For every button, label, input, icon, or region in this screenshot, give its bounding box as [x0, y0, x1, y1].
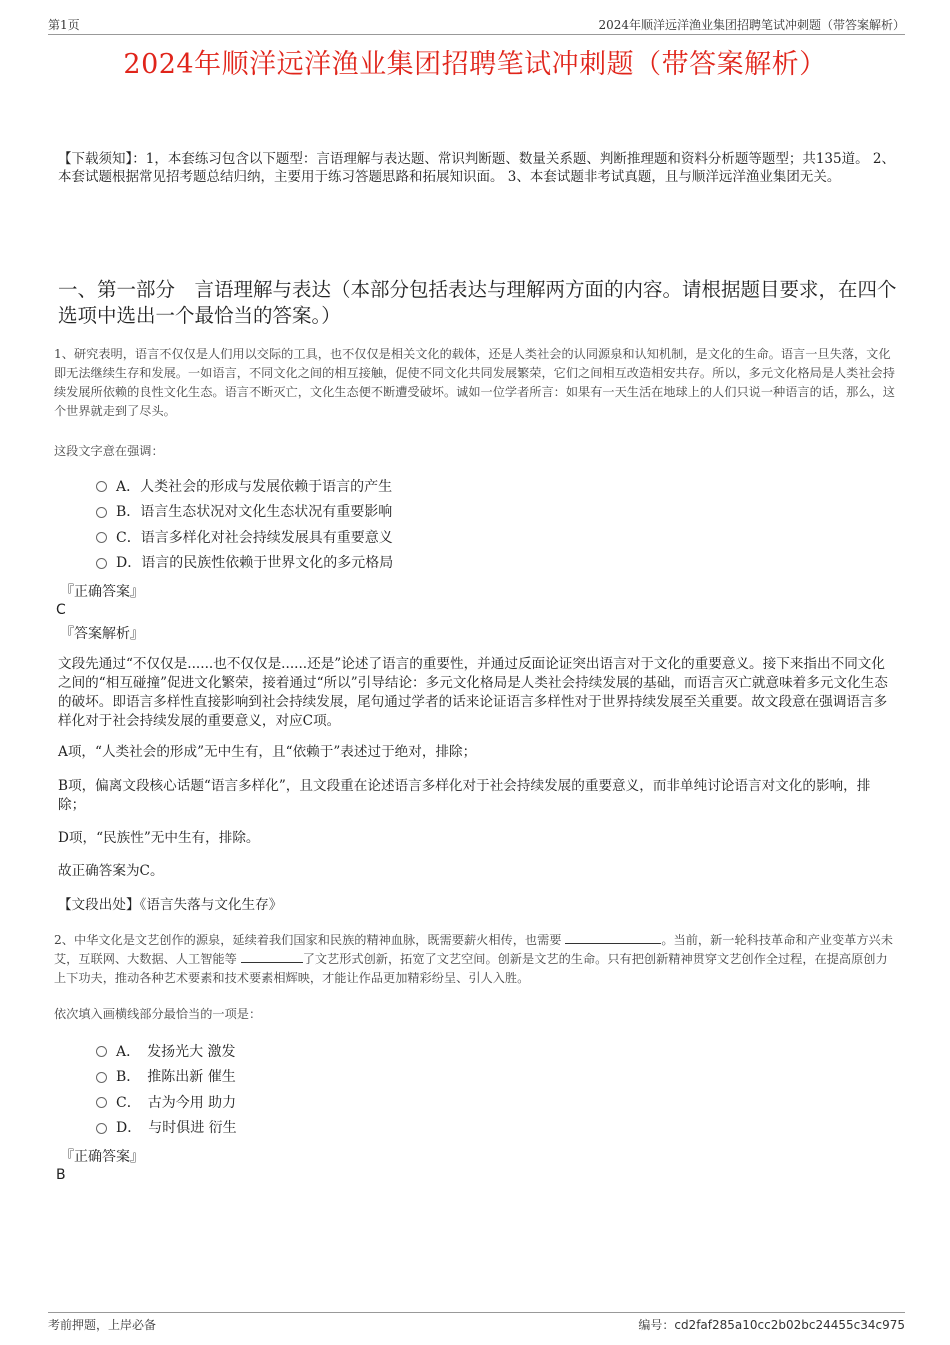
- question-2-text: 2、中华文化是文艺创作的源泉，延续着我们国家和民族的精神血脉，既需要薪火相传，也需要 。当前，新一轮科技革命和产业变革方兴未艾，互联网、大数据、人工智能等 了文艺形式创新，拓宽了文艺空间。创新是文艺的生命。只有把创新精神贯穿文艺创作全过程，在提高原创力上下功夫，推动各种艺术要素和技术要素相辉映，才能让作品更加精彩纷呈、引人入胜。: [54, 933, 893, 985]
- analysis-a: A项，“人类社会的形成”无中生有，且“依赖于”表述过于绝对，排除；: [58, 744, 477, 760]
- option-a[interactable]: A． 发扬光大 激发: [96, 1038, 237, 1064]
- option-b[interactable]: B． 推陈出新 催生: [96, 1064, 237, 1090]
- radio-icon[interactable]: [96, 507, 107, 518]
- download-notice: 【下载须知】：1，本套练习包含以下题型：言语理解与表达题、常识判断题、数量关系题、判断推理题和资料分析题等题型；共135道。 2、本套试题根据常见招考题总结归纳，主要用于练习答题思路和拓展知识面。 3、本套试题非考试真题，且与顺洋远洋渔业集团无关。: [58, 151, 895, 185]
- radio-icon[interactable]: [96, 481, 107, 492]
- answer-value: B: [56, 1167, 66, 1183]
- analysis-label: 『答案解析』: [60, 626, 144, 642]
- answer-label: 『正确答案』: [60, 1149, 144, 1165]
- page-footer: [48, 1312, 905, 1332]
- question-1-options: [96, 473, 393, 575]
- option-c[interactable]: C．语言多样化对社会持续发展具有重要意义: [96, 524, 393, 550]
- radio-icon[interactable]: [96, 1046, 107, 1057]
- answer-value: C: [56, 602, 66, 618]
- radio-icon[interactable]: [96, 1097, 107, 1108]
- radio-icon[interactable]: [96, 1123, 107, 1134]
- question-1-prompt: 这段文字意在强调：: [54, 444, 164, 458]
- option-c[interactable]: C． 古为今用 助力: [96, 1089, 237, 1115]
- question-2-prompt: 依次填入画横线部分最恰当的一项是：: [54, 1007, 262, 1021]
- radio-icon[interactable]: [96, 558, 107, 569]
- option-d[interactable]: D．语言的民族性依赖于世界文化的多元格局: [96, 550, 393, 576]
- question-1-text: 1、研究表明，语言不仅仅是人们用以交际的工具，也不仅仅是相关文化的载体，还是人类社会的认同源泉和认知机制，是文化的生命。语言一旦失落，文化即无法继续生存和发展。一如语言，不同文化之间的相互接触，促使不同文化共同发展繁荣，它们之间相互改造相安共存。所以，多元文化格局是人类社会持续发展所依赖的良性文化生态。语言不断灭亡，文化生态便不断遭受破坏。诚如一位学者所言：如果有一天生活在地球上的人们只说一种语言的话，那么，这个世界就走到了尽头。: [54, 347, 895, 418]
- analysis-conclusion: 故正确答案为C。: [58, 863, 164, 879]
- radio-icon[interactable]: [96, 532, 107, 543]
- analysis-d: D项，“民族性”无中生有，排除。: [58, 830, 260, 846]
- footer-code: 编号：cd2faf285a10cc2b02bc24455c34c975: [638, 1318, 905, 1332]
- document-title: 2024年顺洋远洋渔业集团招聘笔试冲刺题（带答案解析）: [123, 49, 827, 80]
- analysis-paragraph: 文段先通过“不仅仅是......也不仅仅是......还是”论述了语言的重要性，并通过反面论证突出语言对于文化的重要意义。接下来指出不同文化之间的“相互碰撞”促进文化繁荣，接着通过“所以”引导结论：多元文化格局是人类社会持续发展的基础，而语言灭亡就意味着多元文化生态的破坏。即语言多样性直接影响到社会持续发展，尾句通过学者的话来论证语言多样性对于世界持续发展至关重要。故文段意在强调语言多样化对于社会持续发展的重要意义，对应C项。: [58, 656, 888, 729]
- option-b[interactable]: B．语言生态状况对文化生态状况有重要影响: [96, 499, 393, 525]
- page-number: 第1页: [48, 18, 80, 32]
- option-a[interactable]: A．人类社会的形成与发展依赖于语言的产生: [96, 473, 393, 499]
- footer-slogan: 考前押题，上岸必备: [48, 1318, 157, 1332]
- answer-label: 『正确答案』: [60, 584, 144, 600]
- fill-blank[interactable]: [565, 931, 661, 944]
- section-title: 一、第一部分 言语理解与表达（本部分包括表达与理解两方面的内容。请根据题目要求，在四个选项中选出一个最恰当的答案。）: [58, 278, 897, 327]
- question-2-options: [96, 1038, 237, 1140]
- source-citation: 【文段出处】《语言失落与文化生存》: [58, 897, 283, 913]
- radio-icon[interactable]: [96, 1072, 107, 1083]
- page-header: [48, 14, 905, 35]
- option-d[interactable]: D． 与时俱进 衍生: [96, 1115, 237, 1141]
- fill-blank[interactable]: [241, 950, 303, 963]
- analysis-b: B项，偏离文段核心话题“语言多样化”，且文段重在论述语言多样化对于社会持续发展的重要意义，而非单纯讨论语言对文化的影响，排除；: [58, 778, 871, 813]
- header-doc-title: 2024年顺洋远洋渔业集团招聘笔试冲刺题（带答案解析）: [598, 18, 905, 32]
